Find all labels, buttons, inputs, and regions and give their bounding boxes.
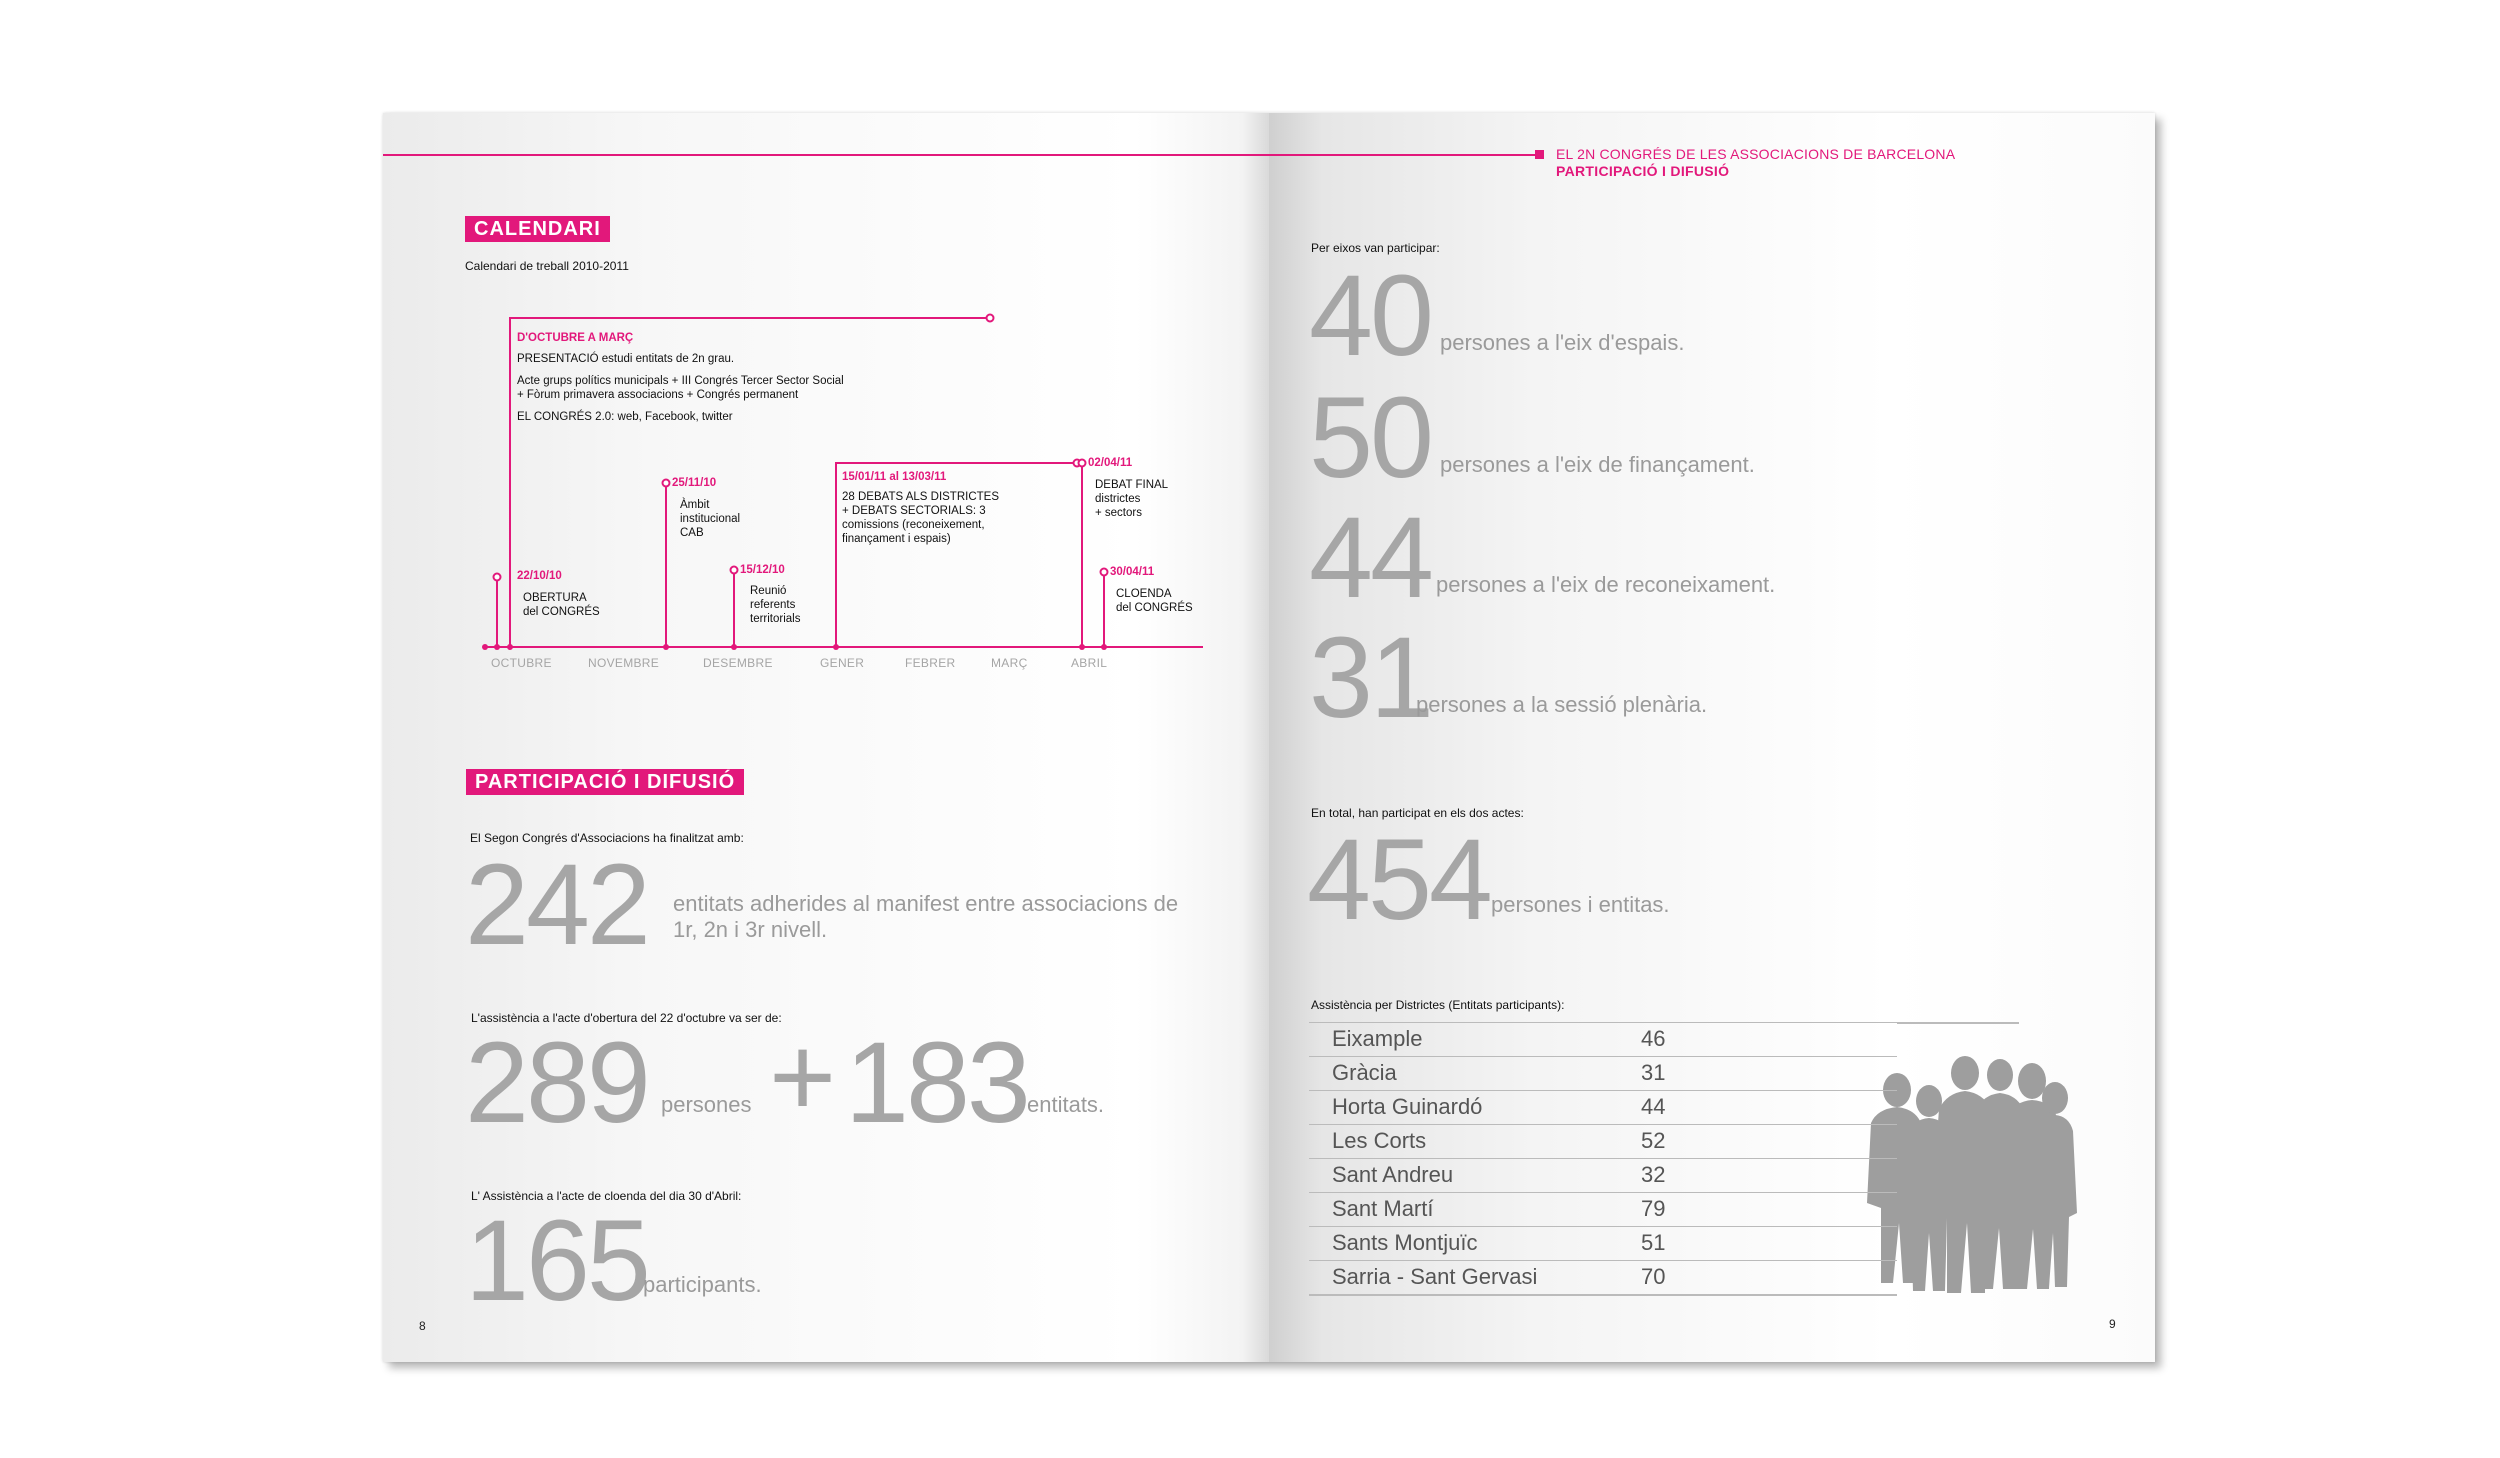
p2-word-2: entitats. (1027, 1092, 1105, 1117)
p1-text-1: entitats adherides al manifest entre associacions de (673, 891, 1179, 916)
p2-word-1: persones (661, 1092, 752, 1117)
table-bottom-rule (1309, 1294, 1897, 1296)
event-text: DEBAT FINAL (1095, 479, 1169, 491)
event-text: districtes (1095, 493, 1141, 505)
table-row (1309, 1192, 1897, 1227)
table-row (1309, 1226, 1897, 1261)
brochure-spread (383, 113, 2155, 1362)
timeline-e2-marker (663, 480, 670, 487)
left-page (383, 113, 1269, 1362)
top-box-line2: Acte grups polítics municipals + III Congrés Tercer Sector Social (517, 375, 844, 387)
district-value: 79 (1641, 1196, 1666, 1221)
p3-word: participants. (643, 1272, 762, 1297)
timeline-tick-dot (494, 644, 500, 650)
top-box-line4: EL CONGRÉS 2.0: web, Facebook, twitter (517, 411, 733, 423)
table-row (1309, 1260, 1897, 1295)
p3-label: L' Assistència a l'acte de cloenda del dia 30 d'Abril: (471, 1189, 742, 1203)
timeline-e1-marker (494, 574, 501, 581)
axis-number: 40 (1309, 252, 1431, 380)
p2-label: L'assistència a l'acte d'obertura del 22 d'octubre va ser de: (471, 1011, 782, 1025)
top-box-line1: PRESENTACIÓ estudi entitats de 2n grau. (517, 353, 735, 365)
table-row (1309, 1022, 1897, 1057)
district-name: Horta Guinardó (1332, 1094, 1483, 1119)
table-row (1309, 1158, 1897, 1193)
event-date: 25/11/10 (672, 477, 717, 489)
page-number-right: 9 (2109, 1317, 2116, 1331)
event-text: 28 DEBATS ALS DISTRICTES (842, 491, 1000, 503)
event-text: finançament i espais) (842, 533, 951, 545)
participation-title: PARTICIPACIÓ I DIFUSIÓ (466, 769, 744, 795)
event-date: 15/12/10 (740, 564, 785, 576)
district-name: Sarria - Sant Gervasi (1332, 1264, 1538, 1289)
month-label: MARÇ (991, 656, 1028, 670)
axis-number: 31 (1309, 614, 1431, 742)
p2-plus: + (769, 1013, 834, 1141)
timeline-tick-dot (1101, 644, 1107, 650)
table-row (1309, 1124, 1897, 1159)
month-label: OCTUBRE (491, 656, 552, 670)
event-date: 22/10/10 (517, 570, 562, 582)
event-text: territorials (750, 613, 801, 625)
header-rule (1269, 154, 1541, 156)
event-text: CLOENDA (1116, 588, 1172, 600)
district-value: 52 (1641, 1128, 1666, 1153)
district-name: Gràcia (1332, 1060, 1397, 1085)
p2-number-1: 289 (465, 1019, 648, 1147)
event-text: + sectors (1095, 507, 1142, 519)
table-row (1309, 1056, 1897, 1091)
calendar-subtitle: Calendari de treball 2010-2011 (465, 259, 629, 273)
top-box-date: D'OCTUBRE A MARÇ (517, 332, 634, 344)
total-number: 454 (1307, 816, 1490, 944)
event-text: institucional (680, 513, 741, 525)
event-text: Àmbit (680, 499, 710, 511)
axis-text: persones a l'eix de reconeixament. (1436, 572, 1776, 597)
month-label: ABRIL (1071, 656, 1108, 670)
district-value: 31 (1641, 1060, 1666, 1085)
total-label: En total, han participat en els dos actes: (1311, 806, 1524, 820)
timeline-tick-dot (663, 644, 669, 650)
timeline-e3-marker (731, 567, 738, 574)
header-rule-end (1535, 150, 1544, 159)
header-line-2: PARTICIPACIÓ I DIFUSIÓ (1556, 163, 1730, 179)
axis-number: 44 (1309, 494, 1431, 622)
calendar-title: CALENDARI (465, 216, 610, 242)
p1-text-2: 1r, 2n i 3r nivell. (673, 917, 828, 942)
month-label: DESEMBRE (703, 656, 773, 670)
p1-label: El Segon Congrés d'Associacions ha finalitzat amb: (470, 831, 744, 845)
timeline-tick-dot (1079, 644, 1085, 650)
timeline-e6-marker (1101, 569, 1108, 576)
axes-label: Per eixos van participar: (1311, 241, 1440, 255)
timeline-e5-marker (1079, 460, 1086, 467)
district-value: 44 (1641, 1094, 1666, 1119)
axis-text: persones a l'eix d'espais. (1440, 330, 1685, 355)
timeline-tick-dot (482, 644, 488, 650)
top-box-line3: + Fòrum primavera associacions + Congrés permanent (517, 389, 799, 401)
month-label: FEBRER (905, 656, 956, 670)
month-label: NOVEMBRE (588, 656, 660, 670)
timeline-tick-dot (507, 644, 513, 650)
district-name: Sants Montjuïc (1332, 1230, 1478, 1255)
header-line-1: EL 2N CONGRÉS DE LES ASSOCIACIONS DE BARCELONA (1556, 146, 1956, 162)
event-text: OBERTURA (523, 592, 587, 604)
timeline-top-bracket-end (987, 315, 994, 322)
districts-label: Assistència per Districtes (Entitats participants): (1311, 998, 1565, 1012)
district-value: 51 (1641, 1230, 1666, 1255)
p3-number: 165 (465, 1197, 648, 1325)
event-text: Reunió (750, 585, 787, 597)
p2-number-2: 183 (845, 1019, 1028, 1147)
page-number-left: 8 (419, 1319, 426, 1333)
district-value: 32 (1641, 1162, 1666, 1187)
right-page (1269, 113, 2155, 1362)
district-name: Les Corts (1332, 1128, 1427, 1153)
event-text: CAB (680, 527, 704, 539)
axis-text: persones a la sessió plenària. (1416, 692, 1708, 717)
timeline-tick-dot (731, 644, 737, 650)
event-text: referents (750, 599, 796, 611)
total-text: persones i entitas. (1491, 892, 1670, 917)
timeline-tick-dot (833, 644, 839, 650)
district-name: Sant Andreu (1332, 1162, 1454, 1187)
event-text: del CONGRÉS (523, 606, 600, 618)
event-text: comissions (reconeixement, (842, 519, 985, 531)
month-label: GENER (820, 656, 865, 670)
event-date: 02/04/11 (1088, 457, 1133, 469)
event-date: 15/01/11 al 13/03/11 (842, 471, 947, 483)
event-text: + DEBATS SECTORIALS: 3 (842, 505, 986, 517)
district-value: 70 (1641, 1264, 1666, 1289)
table-row (1309, 1090, 1897, 1125)
p1-number: 242 (465, 841, 648, 969)
axis-number: 50 (1309, 374, 1431, 502)
axis-text: persones a l'eix de finançament. (1440, 452, 1755, 477)
district-name: Eixample (1332, 1026, 1423, 1051)
table-top-rule-extension (1897, 1022, 2019, 1024)
event-date: 30/04/11 (1110, 566, 1155, 578)
event-text: del CONGRÉS (1116, 602, 1193, 614)
district-value: 46 (1641, 1026, 1666, 1051)
district-name: Sant Martí (1332, 1196, 1434, 1221)
